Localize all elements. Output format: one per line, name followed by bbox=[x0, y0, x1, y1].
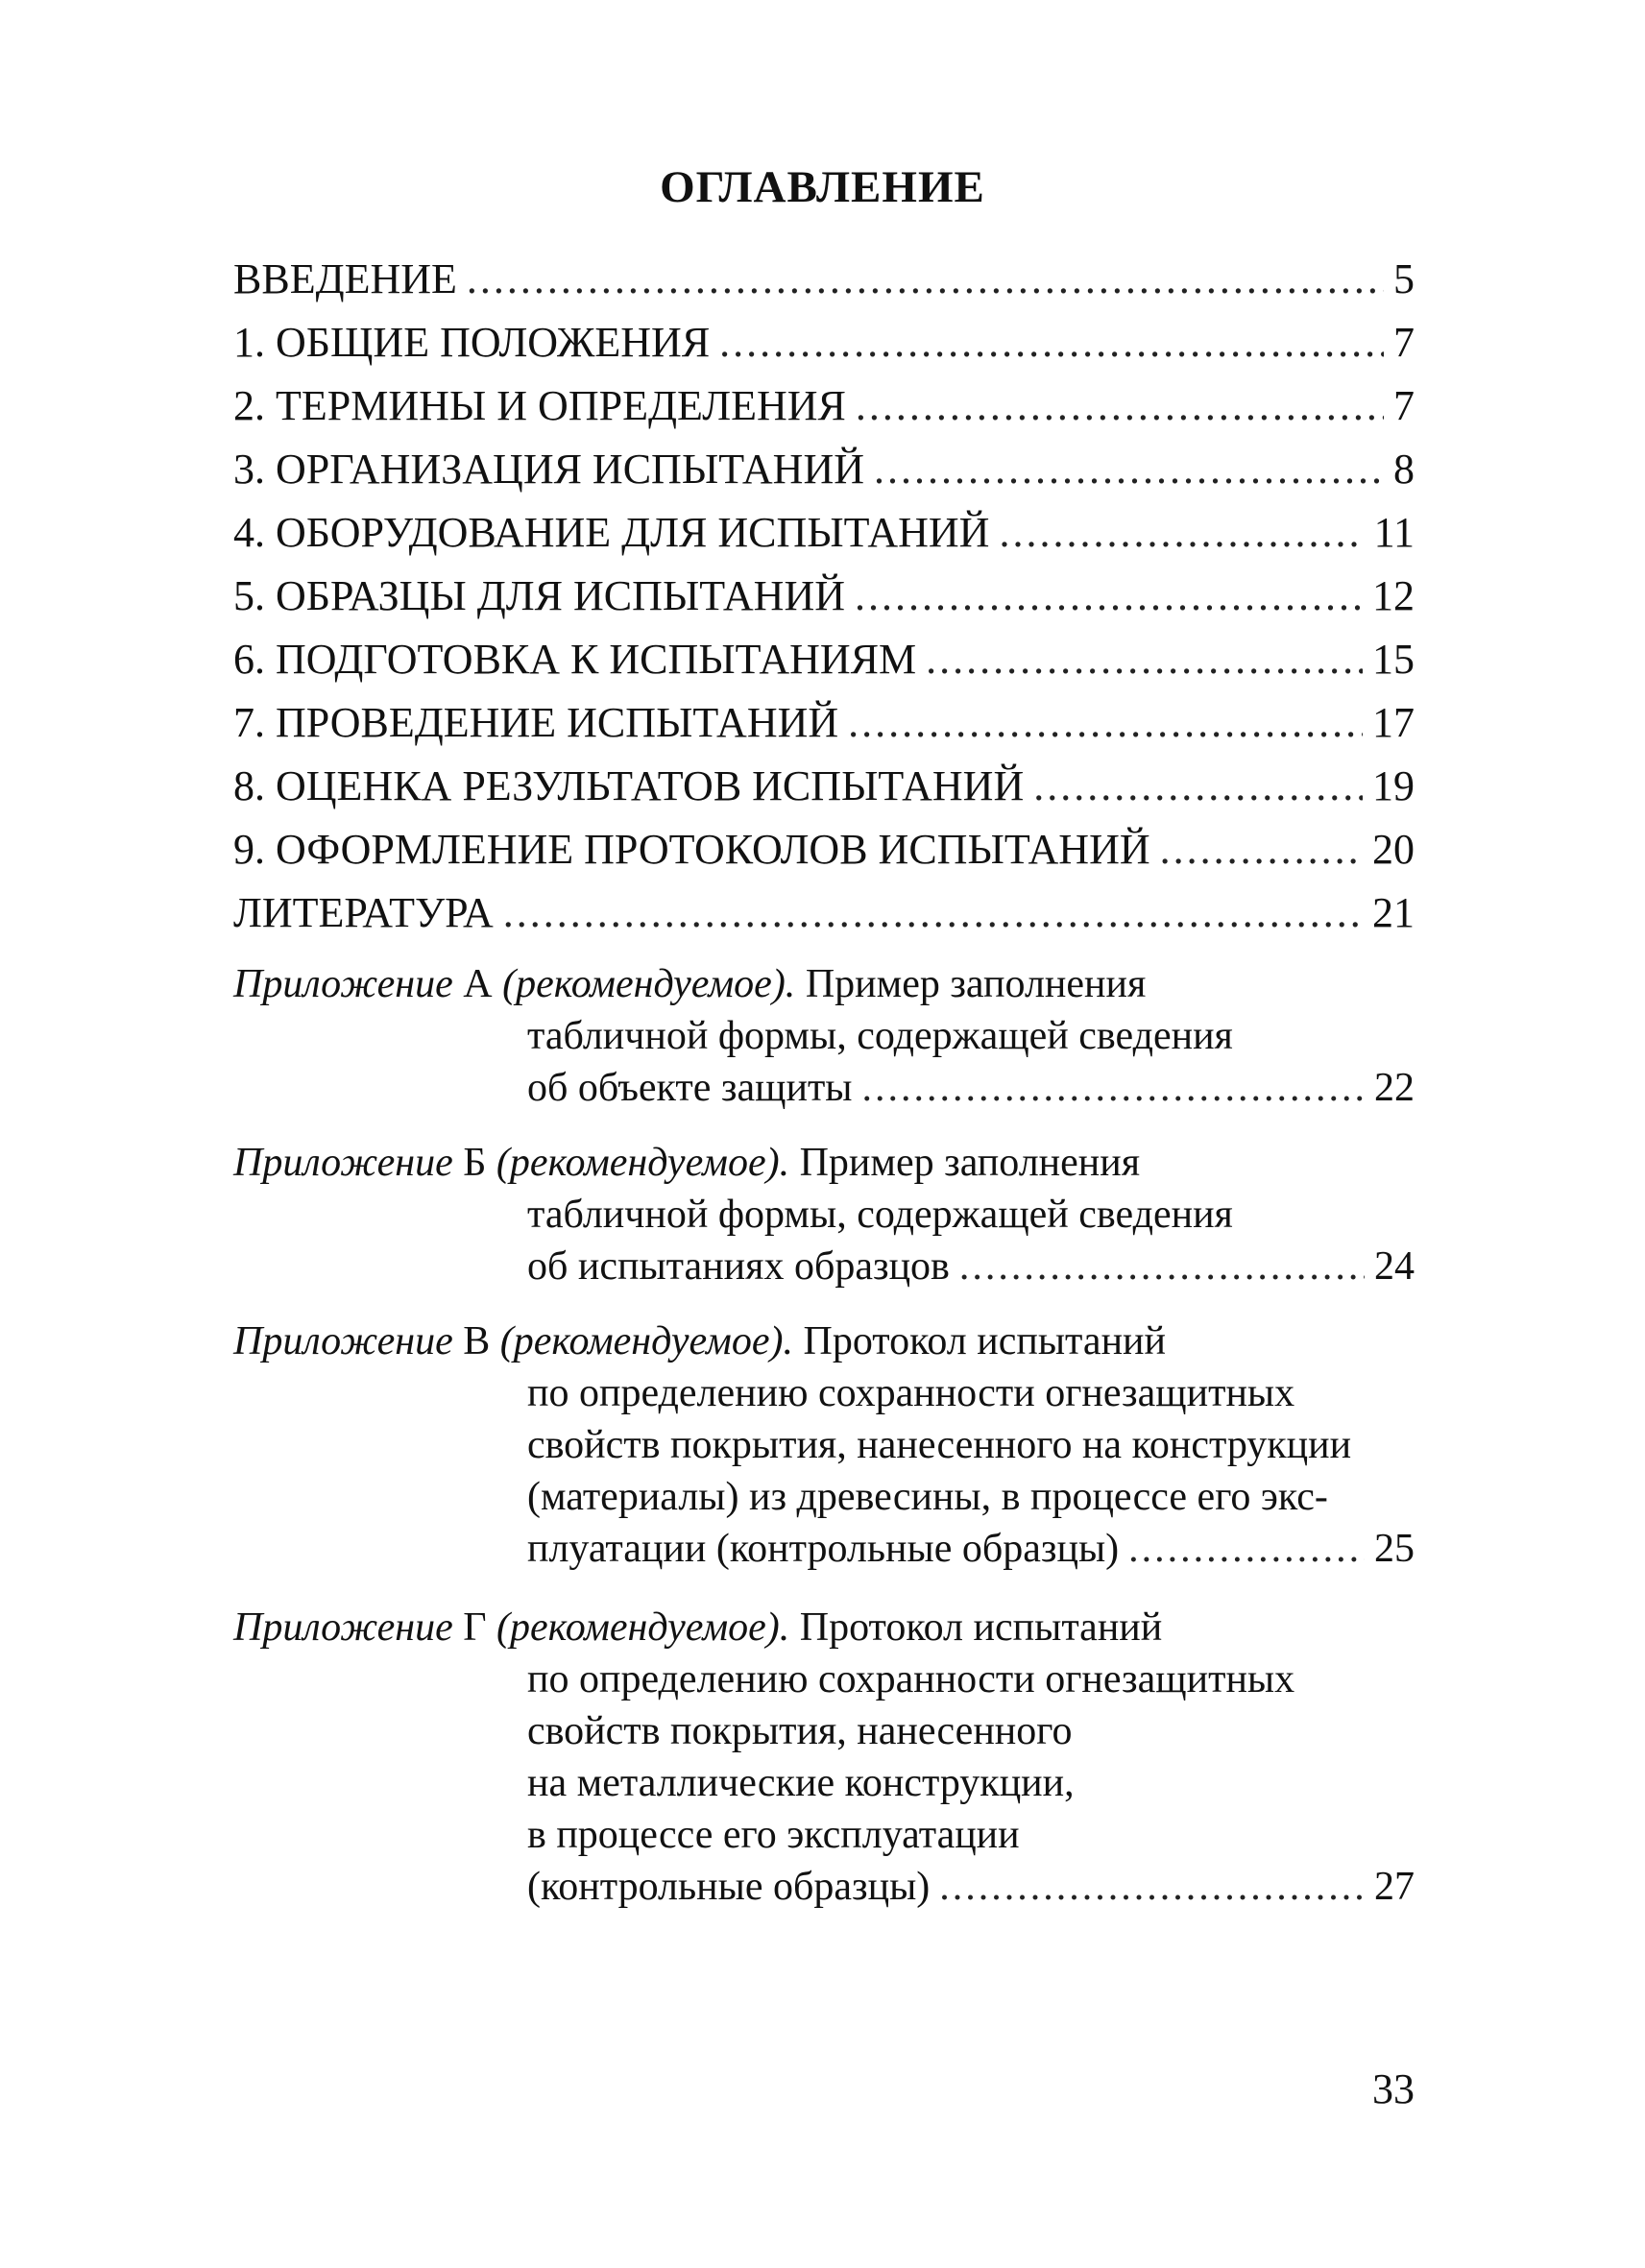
appendix-title-line: свойств покрытия, нанесенного на конструкции bbox=[527, 1423, 1352, 1467]
appendix-page: 24 bbox=[1374, 1244, 1415, 1289]
dot-leader bbox=[999, 501, 1364, 565]
dot-leader bbox=[959, 1241, 1365, 1292]
toc-entry[interactable] bbox=[233, 374, 1415, 438]
toc-entry-label: 2. ТЕРМИНЫ И ОПРЕДЕЛЕНИЯ bbox=[233, 382, 846, 429]
toc-entry[interactable] bbox=[233, 755, 1415, 818]
toc-entry-label: ВВЕДЕНИЕ bbox=[233, 255, 457, 302]
appendix-status: (рекомендуемое). bbox=[502, 962, 796, 1006]
appendix-title-start: Пример заполнения bbox=[805, 962, 1147, 1006]
appendix-last-line bbox=[233, 1062, 1415, 1114]
dot-leader bbox=[503, 881, 1363, 945]
appendix-letter: А bbox=[463, 962, 493, 1006]
dot-leader bbox=[862, 1062, 1365, 1114]
dot-leader bbox=[874, 438, 1384, 501]
toc-entry[interactable] bbox=[233, 818, 1415, 881]
appendix-title-start: Протокол испытаний bbox=[803, 1319, 1166, 1363]
appendix-status: (рекомендуемое). bbox=[499, 1319, 793, 1363]
appendix-status: (рекомендуемое). bbox=[496, 1605, 790, 1650]
toc-entry-page: 20 bbox=[1372, 826, 1415, 873]
appendix-status: (рекомендуемое). bbox=[496, 1141, 790, 1185]
toc-entry-label: 3. ОРГАНИЗАЦИЯ ИСПЫТАНИЙ bbox=[233, 446, 864, 493]
appendix-prefix: Приложение bbox=[233, 962, 453, 1006]
appendix-letter: Б bbox=[463, 1141, 487, 1185]
toc-entry[interactable] bbox=[233, 438, 1415, 501]
appendix-heading bbox=[233, 1602, 1415, 1653]
appendix-title-line: табличной формы, содержащей сведения bbox=[527, 1193, 1233, 1237]
appendix-title-end: об объекте защиты bbox=[527, 1066, 853, 1110]
appendix-title-end: (контрольные образцы) bbox=[527, 1865, 931, 1909]
toc-entry[interactable] bbox=[233, 311, 1415, 374]
toc-entry-label: 9. ОФОРМЛЕНИЕ ПРОТОКОЛОВ ИСПЫТАНИЙ bbox=[233, 826, 1150, 873]
appendix-title-line: по определению сохранности огнезащитных bbox=[527, 1657, 1295, 1701]
dot-leader bbox=[939, 1861, 1365, 1913]
toc-entry-page: 12 bbox=[1372, 572, 1415, 619]
page-title: ОГЛАВЛЕНИЕ bbox=[660, 162, 985, 212]
appendix-last-line bbox=[233, 1523, 1415, 1575]
toc-entry-label: 4. ОБОРУДОВАНИЕ ДЛЯ ИСПЫТАНИЙ bbox=[233, 509, 990, 556]
toc-entry-label: 1. ОБЩИЕ ПОЛОЖЕНИЯ bbox=[233, 319, 711, 366]
appendix-page: 22 bbox=[1374, 1066, 1415, 1110]
dot-leader bbox=[467, 248, 1384, 311]
appendix-letter: Г bbox=[463, 1605, 487, 1650]
dot-leader bbox=[848, 691, 1363, 755]
table-of-contents bbox=[233, 248, 1415, 945]
toc-entry-page: 7 bbox=[1393, 382, 1415, 429]
appendix-heading bbox=[233, 1137, 1415, 1189]
appendix-title-line: (материалы) из древесины, в процессе его экс- bbox=[527, 1475, 1328, 1519]
toc-entry-label: 5. ОБРАЗЦЫ ДЛЯ ИСПЫТАНИЙ bbox=[233, 572, 846, 619]
dot-leader bbox=[1160, 818, 1363, 881]
appendix-prefix: Приложение bbox=[233, 1605, 453, 1650]
appendix-prefix: Приложение bbox=[233, 1319, 453, 1363]
toc-entry-label: 8. ОЦЕНКА РЕЗУЛЬТАТОВ ИСПЫТАНИЙ bbox=[233, 762, 1025, 809]
toc-entry[interactable] bbox=[233, 628, 1415, 691]
appendix-title-line: в процессе его эксплуатации bbox=[527, 1813, 1020, 1857]
appendix-letter: В bbox=[463, 1319, 491, 1363]
toc-entry[interactable] bbox=[233, 501, 1415, 565]
appendix-title-end: об испытаниях образцов bbox=[527, 1244, 950, 1289]
toc-entry-page: 8 bbox=[1393, 446, 1415, 493]
toc-entry-page: 7 bbox=[1393, 319, 1415, 366]
dot-leader bbox=[719, 311, 1384, 374]
appendix-title-start: Протокол испытаний bbox=[799, 1605, 1163, 1650]
dot-leader bbox=[1128, 1523, 1365, 1575]
appendix-entry-g[interactable] bbox=[233, 1602, 1415, 1913]
toc-entry[interactable] bbox=[233, 881, 1415, 945]
dot-leader bbox=[1033, 755, 1363, 818]
toc-entry-page: 19 bbox=[1372, 762, 1415, 809]
toc-entry[interactable] bbox=[233, 691, 1415, 755]
appendix-title-line: по определению сохранности огнезащитных bbox=[527, 1371, 1295, 1415]
dot-leader bbox=[856, 374, 1384, 438]
appendix-prefix: Приложение bbox=[233, 1141, 453, 1185]
dot-leader bbox=[926, 628, 1363, 691]
toc-entry-label: 7. ПРОВЕДЕНИЕ ИСПЫТАНИЙ bbox=[233, 699, 839, 746]
appendix-title-end: плуатации (контрольные образцы) bbox=[527, 1527, 1120, 1571]
appendix-last-line bbox=[233, 1861, 1415, 1913]
appendix-entry-b[interactable] bbox=[233, 1137, 1415, 1292]
appendix-heading bbox=[233, 958, 1415, 1010]
appendix-title-line: табличной формы, содержащей сведения bbox=[527, 1014, 1233, 1058]
appendix-last-line bbox=[233, 1241, 1415, 1292]
toc-entry-page: 5 bbox=[1393, 255, 1415, 302]
appendix-entry-a[interactable] bbox=[233, 958, 1415, 1114]
toc-entry-page: 15 bbox=[1372, 636, 1415, 683]
toc-entry-page: 21 bbox=[1372, 889, 1415, 936]
appendix-title-line: свойств покрытия, нанесенного bbox=[527, 1709, 1073, 1753]
toc-entry[interactable] bbox=[233, 565, 1415, 628]
appendix-page: 27 bbox=[1374, 1865, 1415, 1909]
appendix-title-start: Пример заполнения bbox=[799, 1141, 1141, 1185]
appendix-title-line: на металлические конструкции, bbox=[527, 1761, 1075, 1805]
toc-entry-label: 6. ПОДГОТОВКА К ИСПЫТАНИЯМ bbox=[233, 636, 917, 683]
toc-entry-label: ЛИТЕРАТУРА bbox=[233, 889, 494, 936]
appendix-page: 25 bbox=[1374, 1527, 1415, 1571]
page-number: 33 bbox=[1372, 2065, 1415, 2112]
appendix-heading bbox=[233, 1315, 1415, 1367]
dot-leader bbox=[855, 565, 1363, 628]
toc-entry-page: 17 bbox=[1372, 699, 1415, 746]
appendix-entry-v[interactable] bbox=[233, 1315, 1415, 1575]
toc-entry-page: 11 bbox=[1373, 509, 1415, 556]
toc-entry[interactable] bbox=[233, 248, 1415, 311]
